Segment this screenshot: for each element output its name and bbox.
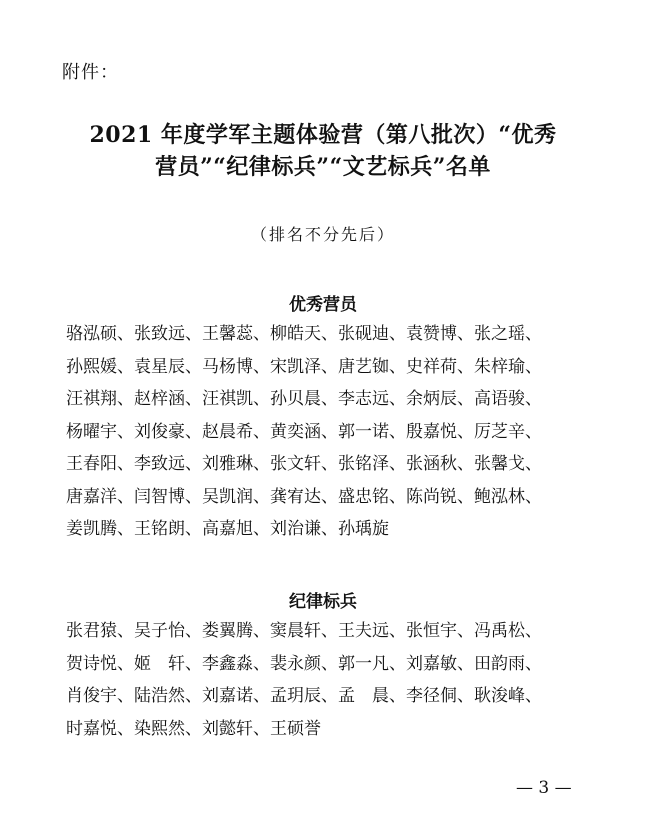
name-list-line: 唐嘉洋、闫智博、吴凯润、龚宥达、盛忠铭、陈尚锐、鲍泓林、: [66, 486, 542, 507]
name-list-line: 时嘉悦、染熙然、刘懿轩、王硕誉: [66, 718, 321, 739]
page-number: — 3 —: [516, 778, 572, 798]
name-list-line: 肖俊宇、陆浩然、刘嘉诺、孟玥辰、孟 晨、李径侗、耿浚峰、: [66, 686, 542, 706]
document-title-line-2: 营员”“纪律标兵”“文艺标兵”名单: [155, 154, 491, 180]
section-heading-outstanding-campers: 优秀营员: [289, 295, 357, 315]
name-list-line: 杨曜宇、刘俊豪、赵晨希、黄奕涵、郭一诺、殷嘉悦、厉芝辛、: [66, 421, 542, 442]
section-heading-discipline-models: 纪律标兵: [289, 592, 357, 612]
document-title-line-1: 2021 年度学军主题体验营（第八批次）“优秀: [89, 122, 557, 148]
name-list-line: 姜凯腾、王铭朗、高嘉旭、刘治谦、孙瑀旋: [66, 519, 389, 539]
name-list-line: 张君猿、吴子怡、娄翼腾、窦晨轩、王夫远、张恒宇、冯禹松、: [66, 621, 542, 641]
name-list-line: 汪祺翔、赵梓涵、汪祺凯、孙贝晨、李志远、余炳辰、高语骏、: [66, 389, 542, 409]
name-list-line: 骆泓硕、张致远、王馨蕊、柳皓天、张砚迪、袁赞博、张之瑶、: [66, 324, 542, 344]
name-list-line: 贺诗悦、姬 轩、李鑫淼、裴永颜、郭一凡、刘嘉敏、田韵雨、: [66, 653, 542, 674]
attachment-label: 附件：: [62, 62, 119, 83]
name-list-line: 孙熙媛、袁星辰、马杨博、宋凯泽、唐艺铷、史祥荷、朱梓瑜、: [66, 356, 542, 377]
discipline-models-name-list: [66, 615, 596, 745]
outstanding-campers-name-list: [66, 318, 596, 546]
document-subtitle: （排名不分先后）: [250, 225, 395, 244]
name-list-line: 王春阳、李致远、刘雅琳、张文轩、张铭泽、张涵秋、张馨戈、: [66, 454, 542, 474]
